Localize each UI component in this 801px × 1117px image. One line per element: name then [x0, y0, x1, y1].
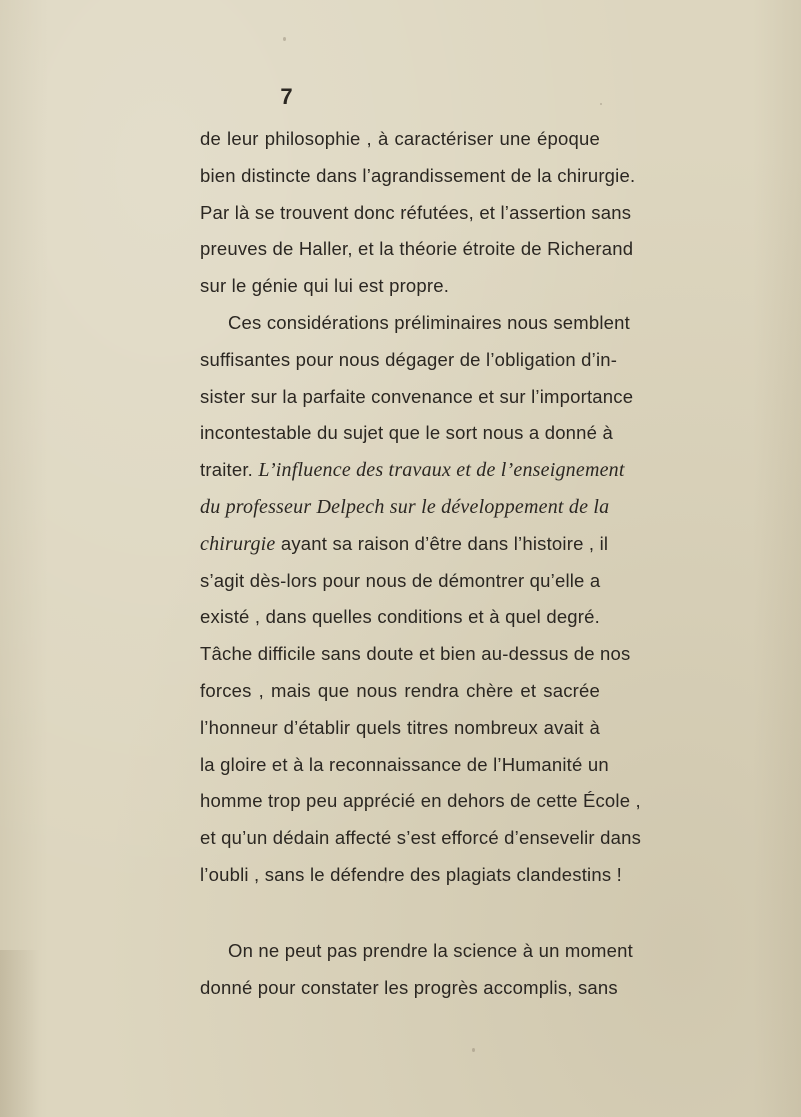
text-segment: traiter. [200, 459, 254, 481]
paper-speck [472, 1048, 475, 1052]
text-line: sur le génie qui lui est propre. [200, 275, 450, 297]
text-line: On ne peut pas prendre la science à un moment [228, 939, 633, 961]
paragraph [200, 121, 636, 305]
book-title-italic: du professeur Delpech sur le développement de la [200, 495, 610, 518]
text-line: existé , dans quelles conditions et à quel degré. [200, 606, 600, 628]
text-line: donné pour constater les progrès accomplis, sans [200, 976, 618, 998]
text-line [200, 489, 610, 526]
page-number: 7 [280, 84, 293, 109]
paragraph [200, 305, 642, 894]
text-line: sister sur la parfaite convenance et sur l’importance [200, 385, 634, 407]
text-line: suffisantes pour nous dégager de l’obligation d’in- [200, 348, 618, 370]
book-title-italic: chirurgie [200, 532, 276, 555]
text-line: l’honneur d’établir quels titres nombreux avait à [200, 716, 600, 738]
text-line: de leur philosophie , à caractériser une époque [200, 128, 600, 149]
body-text [200, 121, 642, 1006]
text-line: Ces considérations préliminaires nous semblent [228, 311, 630, 333]
text-line: et qu’un dédain affecté s’est efforcé d’ensevelir dans [200, 827, 642, 849]
text-line: homme trop peu apprécié en dehors de cette École , [200, 790, 641, 812]
paper-speck [283, 37, 286, 41]
paragraph [200, 933, 633, 1007]
text-line: l’oubli , sans le défendre des plagiats clandestins ! [200, 863, 622, 885]
text-line [200, 452, 625, 489]
page-gutter-shadow [0, 950, 40, 1117]
text-segment: ayant sa raison d’être dans l’histoire , il [280, 532, 609, 554]
book-title-italic: L’influence des travaux et de l’enseignement [258, 459, 625, 482]
text-line: la gloire et à la reconnaissance de l’Humanité un [200, 753, 609, 775]
text-line: Par là se trouvent donc réfutées, et l’assertion sans [200, 201, 632, 223]
text-line: incontestable du sujet que le sort nous a donné à [200, 422, 613, 444]
text-line: bien distincte dans l’agrandissement de la chirurgie. [200, 164, 636, 186]
paragraph-gap [200, 894, 600, 933]
text-line: s’agit dès-lors pour nous de démontrer qu’elle a [200, 569, 601, 591]
text-line: Tâche difficile sans doute et bien au-dessus de nos [200, 643, 631, 665]
text-line: preuves de Haller, et la théorie étroite de Richerand [200, 238, 634, 260]
text-line [200, 526, 609, 563]
text-line: forces , mais que nous rendra chère et sacrée [200, 679, 600, 701]
